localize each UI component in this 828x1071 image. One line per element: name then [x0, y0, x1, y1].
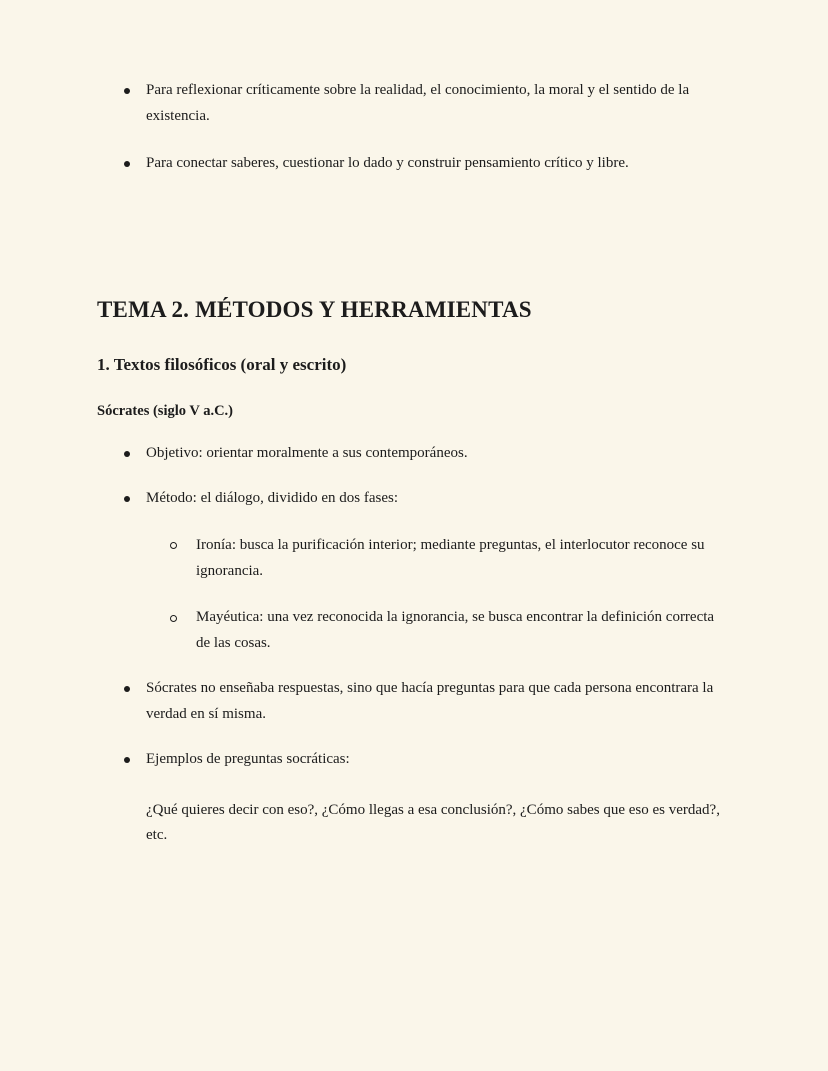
bullet-dot-icon	[124, 496, 130, 502]
bullet-dot-icon	[124, 686, 130, 692]
topic-title: Sócrates (siglo V a.C.)	[97, 403, 233, 420]
bullet-item	[123, 747, 731, 773]
bullet-text: Ejemplos de preguntas socráticas:	[146, 750, 350, 767]
bullet-item	[123, 78, 731, 130]
bullet-circle-icon	[170, 542, 177, 549]
bullet-item	[123, 486, 731, 512]
section-title: TEMA 2. MÉTODOS Y HERRAMIENTAS	[97, 296, 532, 322]
bullet-marker-box	[123, 151, 146, 177]
closing-paragraph: ¿Qué quieres decir con eso?, ¿Cómo llegas a esa conclusión?, ¿Cómo sabes que eso es verdad?, etc.	[146, 801, 720, 844]
bullet-marker-box	[123, 486, 146, 512]
bullet-text: Objetivo: orientar moralmente a sus contemporáneos.	[146, 444, 468, 461]
bullet-marker-box	[123, 441, 146, 467]
intro-bullet-list	[97, 78, 731, 177]
bullet-marker-box	[123, 78, 146, 104]
bullet-dot-icon	[124, 88, 130, 94]
sub-bullet-item	[170, 533, 731, 585]
bullet-marker-box	[123, 747, 146, 773]
subsection-title: 1. Textos filosóficos (oral y escrito)	[97, 355, 347, 375]
bullet-dot-icon	[124, 451, 130, 457]
sub-bullet-text: Ironía: busca la purificación interior; mediante preguntas, el interlocutor reconoce su ignorancia.	[196, 536, 705, 579]
bullet-text: Método: el diálogo, dividido en dos fases:	[146, 489, 399, 506]
bullet-dot-icon	[124, 161, 130, 167]
bullet-circle-icon	[170, 615, 177, 622]
body-bullet-list	[97, 441, 731, 773]
bullet-text: Para reflexionar críticamente sobre la realidad, el conocimiento, la moral y el sentido de la existencia.	[146, 82, 690, 124]
bullet-text: Sócrates no enseñaba respuestas, sino que hacía preguntas para que cada persona encontrara la verdad en sí misma.	[146, 679, 714, 722]
bullet-item	[123, 441, 731, 467]
bullet-item	[123, 676, 731, 728]
bullet-text: Para conectar saberes, cuestionar lo dado y construir pensamiento crítico y libre.	[146, 154, 629, 171]
bullet-dot-icon	[124, 757, 130, 763]
bullet-item	[123, 151, 731, 177]
bullet-marker-box	[170, 605, 196, 631]
sub-bullet-item	[170, 605, 731, 657]
bullet-marker-box	[123, 676, 146, 702]
bullet-marker-box	[170, 533, 196, 559]
sub-bullet-text: Mayéutica: una vez reconocida la ignorancia, se busca encontrar la definición correcta de las cosas.	[196, 609, 715, 652]
